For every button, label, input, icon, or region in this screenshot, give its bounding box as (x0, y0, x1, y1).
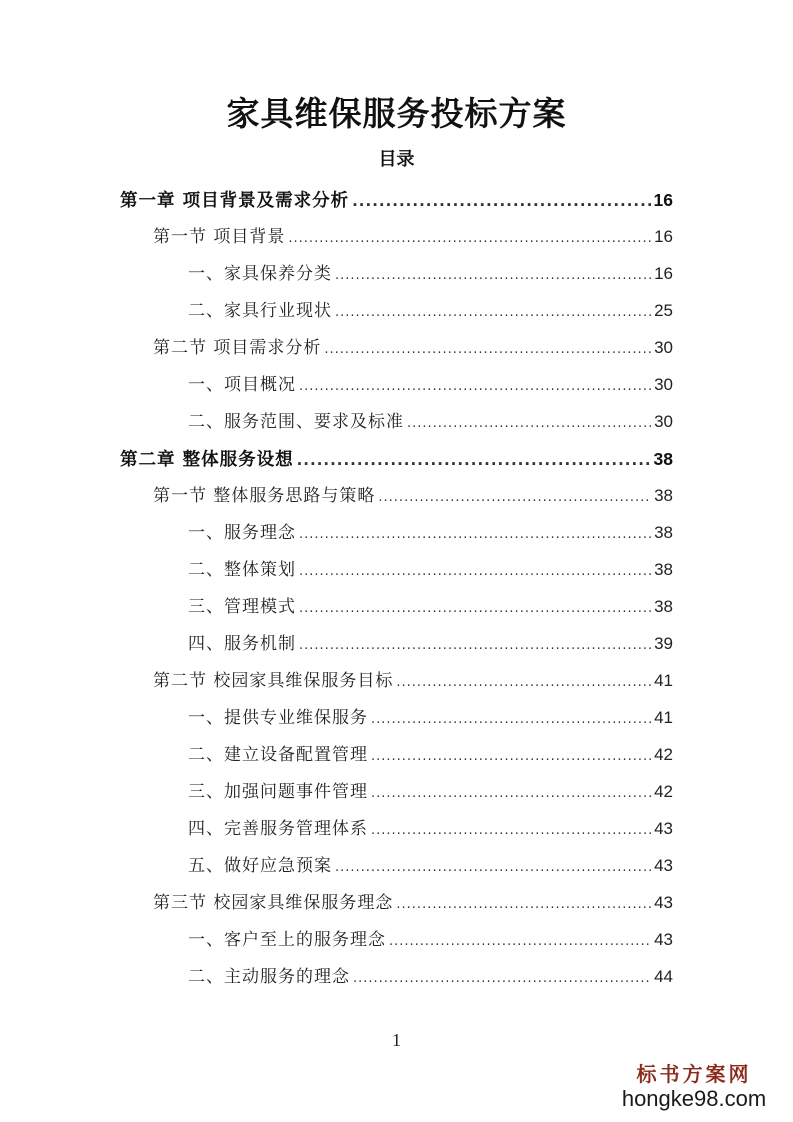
toc-entry-page: 38 (654, 597, 673, 616)
toc-leader-dots (352, 186, 650, 216)
toc-entry-label: 二、建立设备配置管理 (188, 745, 368, 765)
watermark-name: 标书方案网 (636, 1062, 752, 1086)
toc-leader-dots (353, 964, 651, 994)
toc-entry-item[interactable] (188, 629, 673, 659)
watermark-url: hongke98.com (621, 1086, 767, 1111)
toc-entry-label: 四、服务机制 (188, 634, 296, 654)
toc-entry-item[interactable] (188, 296, 673, 326)
toc-entry-item[interactable] (188, 851, 673, 881)
toc-entry-page: 30 (654, 338, 673, 357)
toc-entry-section[interactable] (153, 333, 673, 363)
toc-leader-dots (371, 816, 651, 846)
toc-entry-label: 三、管理模式 (188, 597, 296, 617)
toc-entry-label: 一、提供专业维保服务 (188, 708, 368, 728)
toc-entry-label: 三、加强问题事件管理 (188, 782, 368, 802)
toc-entry-page: 38 (654, 523, 673, 542)
toc-entry-item[interactable] (188, 777, 673, 807)
toc-entry-page: 38 (654, 486, 673, 505)
toc-entry-page: 16 (654, 264, 673, 283)
toc-leader-dots (396, 890, 651, 920)
toc-entry-item[interactable] (188, 740, 673, 770)
toc-entry-page: 30 (654, 412, 673, 431)
toc-leader-dots (299, 631, 651, 661)
toc-leader-dots (297, 445, 651, 475)
toc-entry-label: 二、服务范围、要求及标准 (188, 412, 404, 432)
toc-entry-page: 41 (654, 671, 673, 690)
toc-entry-page: 42 (654, 745, 673, 764)
toc-entry-item[interactable] (188, 407, 673, 437)
toc-entry-chapter[interactable] (120, 444, 673, 474)
toc-entry-page: 43 (654, 819, 673, 838)
toc-entry-item[interactable] (188, 259, 673, 289)
toc-entry-chapter[interactable] (120, 185, 673, 215)
toc-entry-item[interactable] (188, 370, 673, 400)
toc-leader-dots (371, 742, 651, 772)
toc-entry-label: 一、家具保养分类 (188, 264, 332, 284)
toc-entry-item[interactable] (188, 592, 673, 622)
toc-entry-label: 第二章 整体服务设想 (120, 450, 294, 470)
toc-entry-label: 第一节 整体服务思路与策略 (153, 486, 376, 506)
toc-entry-page: 42 (654, 782, 673, 801)
toc-leader-dots (371, 779, 651, 809)
toc-leader-dots (371, 705, 651, 735)
toc-leader-dots (378, 483, 651, 513)
toc-entry-label: 第二节 项目需求分析 (153, 338, 322, 358)
toc-entry-page: 25 (654, 301, 673, 320)
toc-entry-page: 43 (654, 856, 673, 875)
toc-leader-dots (299, 594, 651, 624)
toc-heading: 目录 (378, 149, 415, 170)
document-title: 家具维保服务投标方案 (226, 94, 567, 133)
toc-entry-section[interactable] (153, 666, 673, 696)
page-number: 1 (392, 1030, 401, 1050)
toc-entry-page: 30 (654, 375, 673, 394)
toc-leader-dots (389, 927, 651, 957)
toc-entry-label: 二、家具行业现状 (188, 301, 332, 321)
toc-leader-dots (335, 853, 651, 883)
toc-leader-dots (324, 335, 651, 365)
toc-entry-page: 41 (654, 708, 673, 727)
toc-entry-page: 43 (654, 930, 673, 949)
toc-entry-label: 二、主动服务的理念 (188, 967, 350, 987)
toc-entry-page: 39 (654, 634, 673, 653)
toc-entry-item[interactable] (188, 925, 673, 955)
toc-entry-label: 第一节 项目背景 (153, 227, 286, 247)
toc-entry-section[interactable] (153, 222, 673, 252)
toc-entry-label: 一、客户至上的服务理念 (188, 930, 386, 950)
toc-entry-section[interactable] (153, 888, 673, 918)
toc-leader-dots (299, 372, 651, 402)
toc-entry-item[interactable] (188, 703, 673, 733)
toc-leader-dots (396, 668, 651, 698)
toc-entry-page: 16 (653, 190, 673, 210)
toc-entry-label: 四、完善服务管理体系 (188, 819, 368, 839)
toc-entry-label: 一、项目概况 (188, 375, 296, 395)
toc-leader-dots (299, 557, 651, 587)
toc-leader-dots (335, 298, 651, 328)
toc-entry-page: 44 (654, 967, 673, 986)
toc-leader-dots (288, 224, 651, 254)
toc-entry-page: 16 (654, 227, 673, 246)
toc-entry-item[interactable] (188, 962, 673, 992)
toc-entry-label: 一、服务理念 (188, 523, 296, 543)
toc-entry-section[interactable] (153, 481, 673, 511)
toc-entry-item[interactable] (188, 518, 673, 548)
toc-entry-page: 43 (654, 893, 673, 912)
toc-leader-dots (335, 261, 651, 291)
toc-entry-label: 二、整体策划 (188, 560, 296, 580)
toc-entry-label: 第二节 校园家具维保服务目标 (153, 671, 394, 691)
site-watermark (609, 1062, 779, 1112)
toc-entry-label: 第三节 校园家具维保服务理念 (153, 893, 394, 913)
toc-leader-dots (299, 520, 651, 550)
toc-entry-label: 五、做好应急预案 (188, 856, 332, 876)
toc-entry-page: 38 (653, 449, 673, 469)
toc-entry-page: 38 (654, 560, 673, 579)
toc-entry-item[interactable] (188, 814, 673, 844)
toc-leader-dots (407, 409, 651, 439)
toc-entry-item[interactable] (188, 555, 673, 585)
toc-entry-label: 第一章 项目背景及需求分析 (120, 191, 350, 211)
